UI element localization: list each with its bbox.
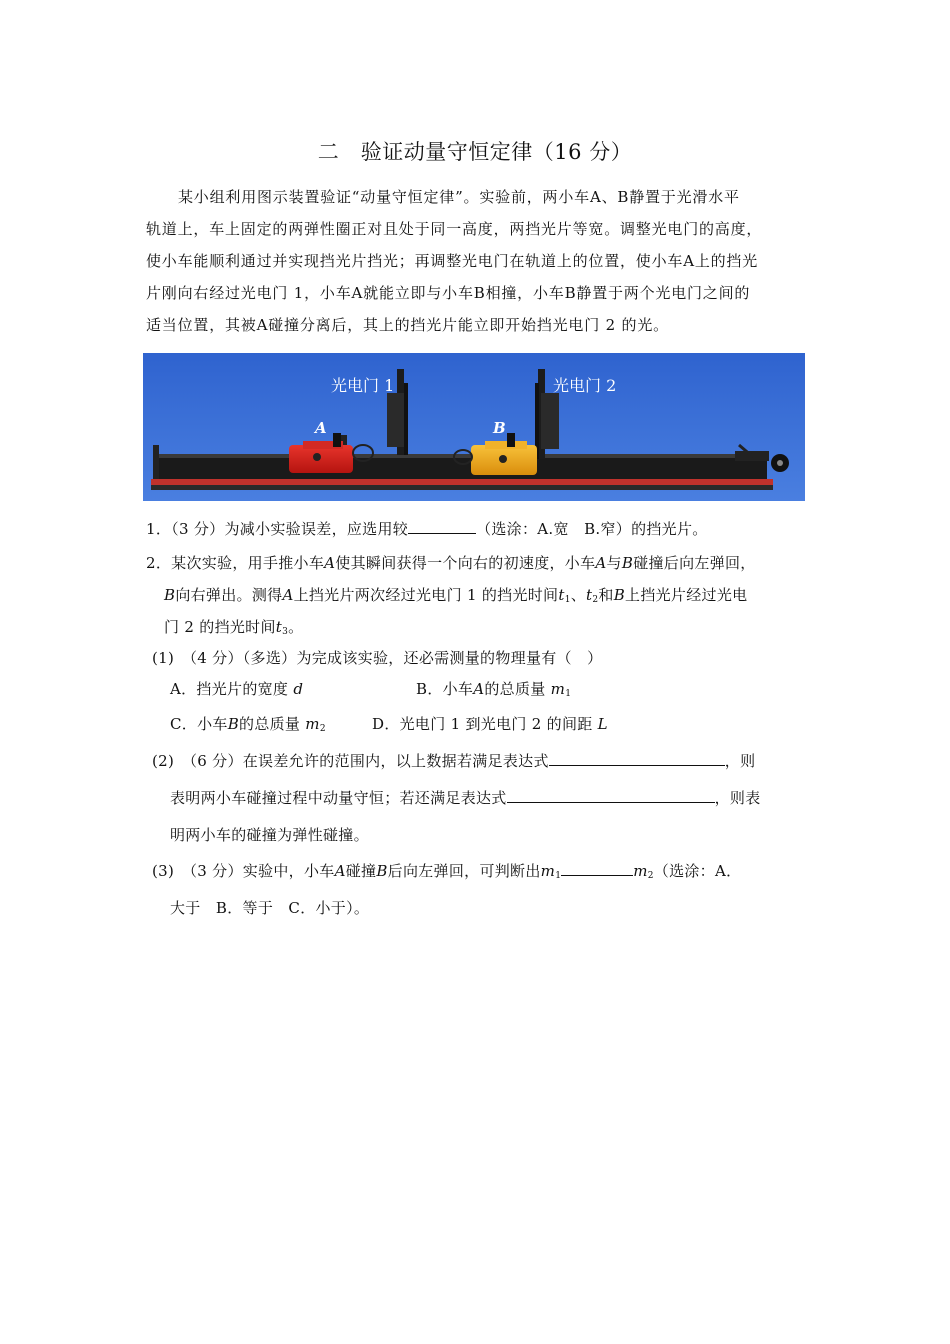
var-l: L	[597, 715, 608, 733]
cart-b-label: B	[493, 419, 506, 437]
option-text: C．小车	[170, 715, 228, 733]
text: 上挡光片经过光电	[625, 586, 748, 604]
subscript: 2	[319, 724, 326, 734]
text: 使其瞬间获得一个向右的初速度，小车	[335, 554, 596, 572]
sub-question-2-line-3: 明两小车的碰撞为弹性碰撞。	[170, 826, 369, 844]
section-title: 二 验证动量守恒定律（16 分）	[317, 140, 633, 164]
option-text: A．挡光片的宽度	[170, 680, 289, 698]
text: ，则	[724, 752, 756, 770]
intro-line: 片刚向右经过光电门 1，小车A就能立即与小车B相撞，小车B静置于两个光电门之间的	[146, 284, 751, 302]
option-text: B．小车	[416, 680, 474, 698]
text: 碰撞后向左弹回，	[633, 554, 756, 572]
intro-line: 轨道上，车上固定的两弹性圈正对且处于同一高度，两挡光片等宽。调整光电门的高度，	[146, 220, 763, 238]
gate2-label: 光电门 2	[553, 376, 617, 395]
var-b: B	[613, 586, 626, 604]
question-2-line-1	[146, 552, 756, 573]
var-m: m	[550, 680, 566, 698]
text: （选涂：A．	[653, 862, 742, 880]
text: 2．某次实验，用手推小车	[146, 554, 325, 572]
var-a: A	[282, 586, 294, 604]
var-t: t	[558, 586, 565, 604]
intro-paragraph	[146, 181, 806, 341]
var-a: A	[324, 554, 336, 572]
option-text: 的总质量	[484, 680, 546, 698]
var-b: B	[621, 554, 634, 572]
var-t: t	[586, 586, 593, 604]
question-number: 1．	[146, 520, 172, 538]
subscript: 1	[564, 595, 571, 605]
var-d: d	[293, 680, 304, 698]
comparison-blank[interactable]	[561, 861, 633, 876]
var-b: B	[227, 715, 240, 733]
expression-blank-2[interactable]	[507, 788, 715, 803]
var-m: m	[633, 862, 648, 880]
var-a: A	[595, 554, 607, 572]
sub-question-2-line-2	[170, 787, 761, 808]
text: 表明两小车碰撞过程中动量守恒；若还满足表达式	[170, 789, 507, 807]
sub-question-3-line-2: 大于 B．等于 C．小于）。	[170, 899, 370, 917]
question-2-line-2	[164, 584, 747, 605]
intro-line: 使小车能顺利通过并实现挡光片挡光；再调整光电门在轨道上的位置，使小车A上的挡光	[146, 252, 759, 270]
var-a: A	[473, 680, 485, 698]
option-a[interactable]	[170, 678, 303, 699]
var-b: B	[164, 586, 176, 604]
text: 向右弹出。测得	[175, 586, 283, 604]
text: 上挡光片两次经过光电门 1 的挡光时间	[293, 586, 559, 604]
text: 与	[606, 554, 622, 572]
subscript: 2	[647, 871, 654, 881]
var-b: B	[376, 862, 388, 880]
option-text: D．光电门 1 到光电门 2 的间距	[372, 715, 593, 733]
text: (3) （3 分）实验中，小车	[152, 862, 335, 880]
text: 、	[570, 586, 587, 604]
question-text: （选涂：A.宽 B.窄）的挡光片。	[476, 520, 708, 538]
var-a: A	[334, 862, 346, 880]
var-m: m	[540, 862, 556, 880]
subscript: 1	[565, 689, 572, 699]
text: 后向左弹回，可判断出	[387, 862, 541, 880]
cart-a-label: A	[315, 419, 327, 437]
var-m: m	[305, 715, 320, 733]
text: 。	[288, 618, 304, 636]
option-b[interactable]	[416, 678, 571, 699]
sub-question-2-line-1	[152, 750, 755, 771]
intro-line: 某小组利用图示装置验证“动量守恒定律”。实验前，两小车A、B静置于光滑水平	[178, 188, 740, 206]
var-t: t	[275, 618, 283, 636]
subscript: 1	[555, 871, 562, 881]
option-d[interactable]	[372, 713, 608, 734]
text: 和	[598, 586, 614, 604]
apparatus-photo	[143, 353, 805, 501]
option-c[interactable]	[170, 713, 326, 734]
question-text: （3 分）为减小实验误差，应选用较	[171, 520, 409, 538]
intro-line: 适当位置，其被A碰撞分离后，其上的挡光片能立即开始挡光电门 2 的光。	[146, 316, 669, 334]
question-1	[146, 518, 708, 539]
option-text: 的总质量	[239, 715, 301, 733]
answer-blank[interactable]	[408, 519, 476, 534]
expression-blank-1[interactable]	[549, 751, 725, 766]
question-2-line-3	[164, 616, 303, 637]
text: (2) （6 分）在误差允许的范围内，以上数据若满足表达式	[152, 752, 549, 770]
sub-question-1: (1) （4 分）（多选）为完成该实验，还必需测量的物理量有（ ）	[152, 649, 603, 667]
subscript: 2	[592, 595, 599, 605]
text: ，则表	[714, 789, 761, 807]
subscript: 3	[282, 627, 289, 637]
text: 门 2 的挡光时间	[164, 618, 276, 636]
sub-question-3-line-1	[152, 860, 741, 881]
gate1-label: 光电门 1	[331, 376, 395, 395]
text: 碰撞	[345, 862, 377, 880]
